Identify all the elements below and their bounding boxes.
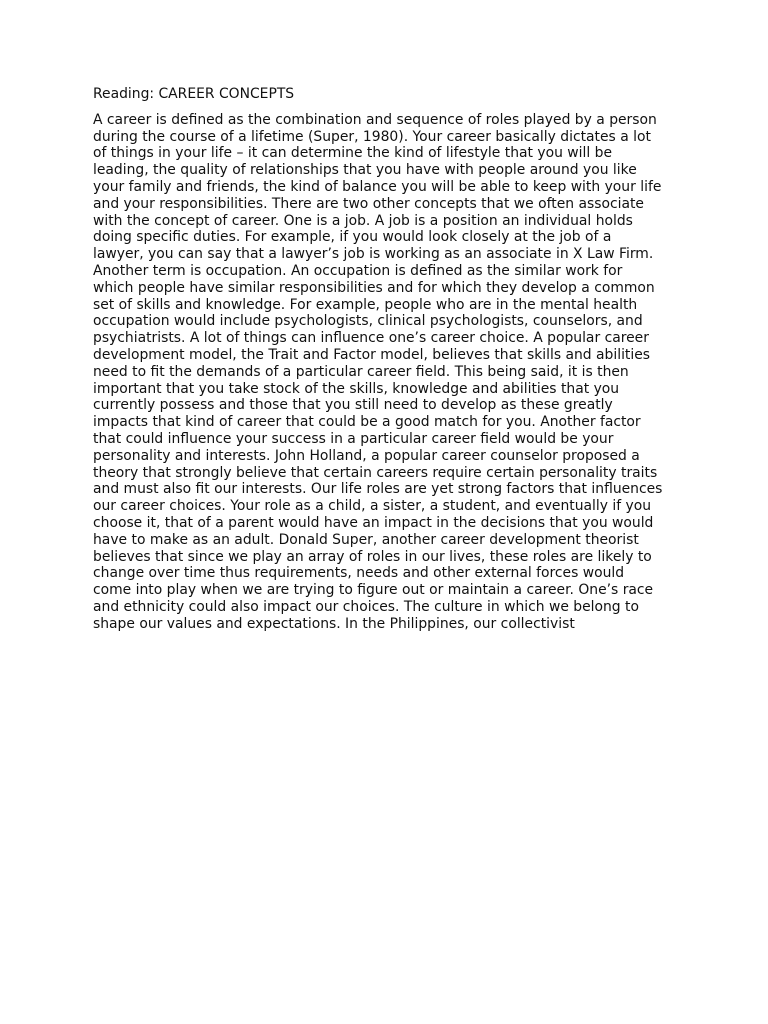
paragraph-line: come into play when we are trying to figure out or maintain a career. One’s race: [93, 582, 654, 599]
paragraph-line: of things in your life – it can determine the kind of lifestyle that you will be: [93, 145, 613, 162]
paragraph-line: change over time thus requirements, needs and other external forces would: [93, 565, 625, 582]
paragraph-line: A career is defined as the combination and sequence of roles played by a person: [93, 111, 657, 128]
paragraph-line: have to make as an adult. Donald Super, another career development theorist: [93, 531, 639, 548]
paragraph-line: lawyer, you can say that a lawyer’s job is working as an associate in X Law Firm.: [93, 246, 654, 263]
document-content: [93, 86, 683, 633]
document-paragraph: [93, 112, 683, 633]
document-heading: Reading: CAREER CONCEPTS: [93, 86, 295, 102]
paragraph-line: personality and interests. John Holland, a popular career counselor proposed a: [93, 447, 640, 464]
paragraph-line: doing specific duties. For example, if you would look closely at the job of a: [93, 229, 612, 246]
paragraph-line: impacts that kind of career that could be a good match for you. Another factor: [93, 414, 641, 431]
paragraph-line: believes that since we play an array of roles in our lives, these roles are likely to: [93, 548, 652, 565]
paragraph-line: during the course of a lifetime (Super, 1980). Your career basically dictates a lot: [93, 128, 651, 145]
paragraph-line: need to fit the demands of a particular career field. This being said, it is then: [93, 363, 629, 380]
paragraph-line: theory that strongly believe that certain careers require certain personality traits: [93, 464, 658, 481]
paragraph-line: occupation would include psychologists, clinical psychologists, counselors, and: [93, 313, 643, 330]
paragraph-line: psychiatrists. A lot of things can influence one’s career choice. A popular career: [93, 330, 649, 347]
paragraph-line: with the concept of career. One is a job. A job is a position an individual holds: [93, 212, 633, 229]
paragraph-line: and must also fit our interests. Our life roles are yet strong factors that influences: [93, 481, 663, 498]
paragraph-line: and your responsibilities. There are two other concepts that we often associate: [93, 195, 644, 212]
paragraph-line: that could influence your success in a particular career field would be your: [93, 430, 614, 447]
paragraph-line: your family and friends, the kind of balance you will be able to keep with your life: [93, 178, 662, 195]
paragraph-line: currently possess and those that you still need to develop as these greatly: [93, 397, 613, 414]
paragraph-line: leading, the quality of relationships that you have with people around you like: [93, 162, 637, 179]
paragraph-line: and ethnicity could also impact our choices. The culture in which we belong to: [93, 598, 639, 615]
paragraph-line: Another term is occupation. An occupation is defined as the similar work for: [93, 262, 623, 279]
paragraph-line: which people have similar responsibilities and for which they develop a common: [93, 279, 655, 296]
paragraph-line: set of skills and knowledge. For example, people who are in the mental health: [93, 296, 638, 313]
paragraph-line: important that you take stock of the skills, knowledge and abilities that you: [93, 380, 620, 397]
paragraph-line: shape our values and expectations. In the Philippines, our collectivist: [93, 615, 575, 632]
paragraph-line: choose it, that of a parent would have an impact in the decisions that you would: [93, 514, 654, 531]
paragraph-line: our career choices. Your role as a child, a sister, a student, and eventually if you: [93, 498, 652, 515]
paragraph-line: development model, the Trait and Factor model, believes that skills and abilities: [93, 346, 651, 363]
